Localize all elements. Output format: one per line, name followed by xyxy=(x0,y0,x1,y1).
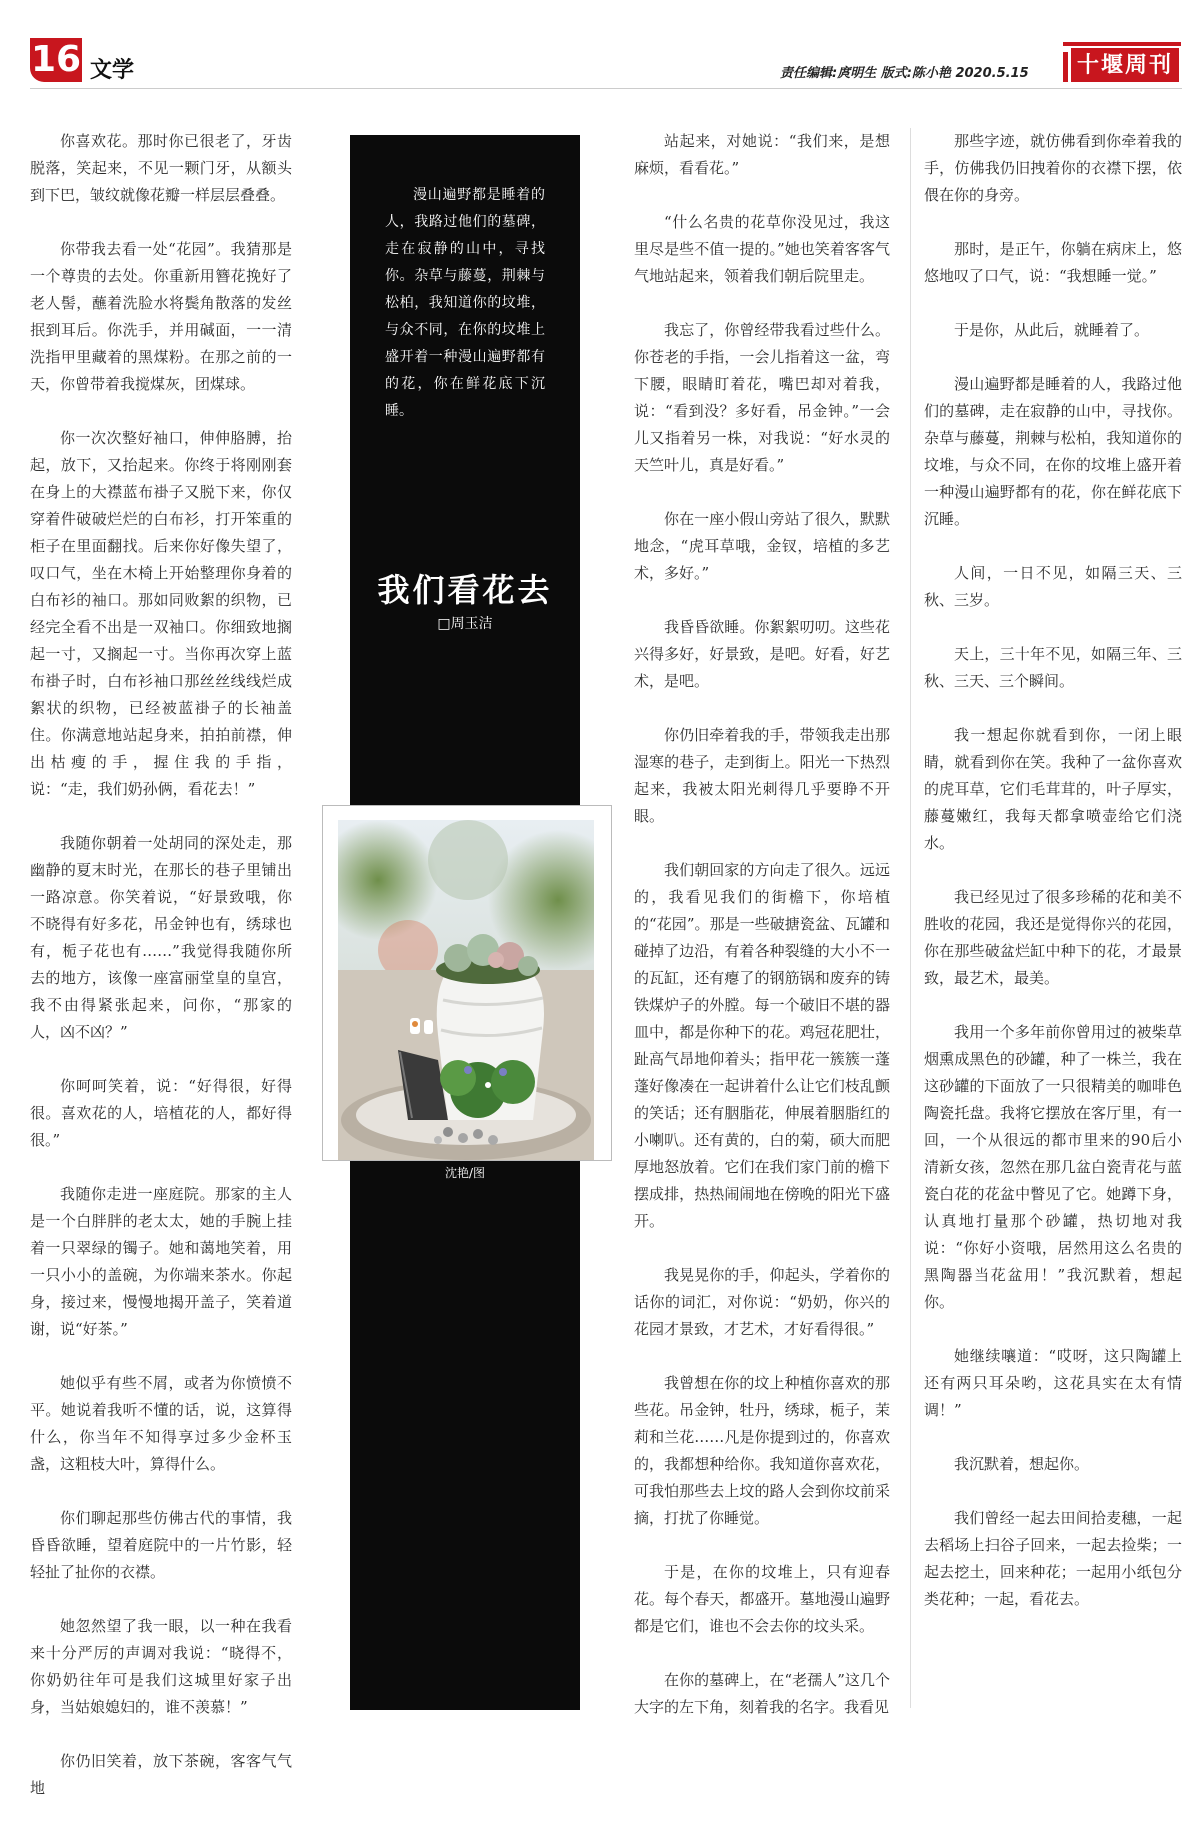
paragraph: 她忽然望了我一眼，以一种在我看来十分严厉的声调对我说：“晓得不，你奶奶往年可是我们这城里好家子出身，当姑娘媳妇的，谁不羡慕！” xyxy=(30,1617,292,1716)
paragraph: 你喜欢花。那时你已很老了，牙齿脱落，笑起来，不见一颗门牙，从额头到下巴，皱纹就像花瓣一样层层叠叠。 xyxy=(30,132,292,204)
article-title: 我们看花去 xyxy=(377,571,553,609)
text-column-right xyxy=(924,128,1182,1640)
paragraph: 天上，三十年不见，如隔三年、三秋、三天、三个瞬间。 xyxy=(924,645,1182,690)
paragraph: 人间，一日不见，如隔三天、三秋、三岁。 xyxy=(924,564,1182,609)
paragraph: 那时，是正午，你躺在病床上，悠悠地叹了口气，说：“我想睡一觉。” xyxy=(924,240,1182,285)
article-intro: 漫山遍野都是睡着的人，我路过他们的墓碑，走在寂静的山中，寻找你。杂草与藤蔓，荆棘与松柏，我知道你的坟堆，与众不同，在你的坟堆上盛开着一种漫山遍野都有的花，你在鲜花底下沉睡。 xyxy=(385,187,545,419)
paragraph: 你在一座小假山旁站了很久，默默地念，“虎耳草哦，金钗，培植的多艺术，多好。” xyxy=(634,510,890,582)
paragraph: 我已经见过了很多珍稀的花和美不胜收的花园，我还是觉得你兴的花园，你在那些破盆烂缸中种下的花，才最景致，最艺术，最美。 xyxy=(924,888,1182,987)
succulent-pot-photo xyxy=(338,820,594,1160)
article-author: □周玉洁 xyxy=(437,616,493,632)
paragraph: 你带我去看一处“花园”。我猜那是一个尊贵的去处。你重新用簪花挽好了老人髻，蘸着洗脸水将鬓角散落的发丝抿到耳后。你洗手，并用碱面，一一清洗指甲里藏着的黑煤粉。在那之前的一天，你曾带着我搅煤灰，团煤球。 xyxy=(30,240,292,393)
paragraph: 在你的墓碑上，在“老孺人”这几个大字的左下角，刻着我的名字。我看见 xyxy=(634,1671,890,1716)
paragraph: 她似乎有些不屑，或者为你愤愤不平。她说着我听不懂的话，说，这算得什么，你当年不知得享过多少金杯玉盏，这粗枝大叶，算得什么。 xyxy=(30,1374,292,1473)
paragraph: 我随你走进一座庭院。那家的主人是一个白胖胖的老太太，她的手腕上挂着一只翠绿的镯子。她和蔼地笑着，用一只小小的盖碗，为你端来茶水。你起身，接过来，慢慢地揭开盖子，笑着道谢，说“好茶。” xyxy=(30,1185,292,1338)
paragraph: 她继续嚷道：“哎呀，这只陶罐上还有两只耳朵哟，这花具实在太有情调！” xyxy=(924,1347,1182,1419)
header-rule xyxy=(30,88,1182,89)
paragraph: 我们曾经一起去田间拾麦穗，一起去稻场上扫谷子回来，一起去捡柴；一起去挖土，回来种花；一起用小纸包分类花种；一起，看花去。 xyxy=(924,1509,1182,1608)
paragraph: 我晃晃你的手，仰起头，学着你的话你的词汇，对你说：“奶奶，你兴的花园才景致，才艺术，才好看得很。” xyxy=(634,1266,890,1338)
paragraph: “什么名贵的花草你没见过，我这里尽是些不值一提的。”她也笑着客客气气地站起来，领着我们朝后院里走。 xyxy=(634,213,890,285)
photo-illustration xyxy=(338,820,594,1160)
paragraph: 我用一个多年前你曾用过的被柴草烟熏成黑色的砂罐，种了一株兰，我在这砂罐的下面放了一只很精美的咖啡色陶瓷托盘。我将它摆放在客厅里，有一回，一个从很远的都市里来的90后小清新女孩，忽然在那几盆白瓷青花与蓝瓷白花的花盆中瞥见了它。她蹲下身，认真地打量那个砂罐，热切地对我说：“你好小资哦，居然用这么名贵的黑陶器当花盆用！”我沉默着，想起你。 xyxy=(924,1023,1182,1311)
logo-text: 十堰周刊 xyxy=(1071,48,1179,82)
paragraph: 站起来，对她说：“我们来，是想麻烦，看看花。” xyxy=(634,132,890,177)
paragraph: 那些字迹，就仿佛看到你牵着我的手，仿佛我仍旧拽着你的衣襟下摆，依偎在你的身旁。 xyxy=(924,132,1182,204)
paragraph: 于是，在你的坟堆上，只有迎春花。每个春天，都盛开。墓地漫山遍野都是它们，谁也不会去你的坟头采。 xyxy=(634,1563,890,1635)
masthead-logo xyxy=(1063,42,1181,86)
paragraph: 我一想起你就看到你，一闭上眼睛，就看到你在笑。我种了一盆你喜欢的虎耳草，它们毛茸茸的，叶子厚实，藤蔓嫩红，我每天都拿喷壶给它们浇水。 xyxy=(924,726,1182,852)
paragraph: 你仍旧牵着我的手，带领我走出那湿寒的巷子，走到街上。阳光一下热烈起来，我被太阳光刺得几乎要睁不开眼。 xyxy=(634,726,890,825)
logo-accent xyxy=(1063,52,1068,82)
paragraph: 于是你，从此后，就睡着了。 xyxy=(954,321,1150,339)
text-column-middle xyxy=(634,128,890,1748)
paragraph: 我忘了，你曾经带我看过些什么。你苍老的手指，一会儿指着这一盆，弯下腰，眼睛盯着花，嘴巴却对着我，说：“看到没？多好看，吊金钟。”一会儿又指着另一株，对我说：“好水灵的天竺叶儿，真是好看。” xyxy=(634,321,890,474)
paragraph: 你们聊起那些仿佛古代的事情，我昏昏欲睡，望着庭院中的一片竹影，轻轻扯了扯你的衣襟。 xyxy=(30,1509,292,1581)
paragraph: 你仍旧笑着，放下茶碗，客客气气地 xyxy=(30,1752,292,1797)
page-header xyxy=(0,0,1200,100)
paragraph: 漫山遍野都是睡着的人，我路过他们的墓碑，走在寂静的山中，寻找你。杂草与藤蔓，荆棘与松柏，我知道你的坟堆，与众不同，在你的坟堆上盛开着一种漫山遍野都有的花，你在鲜花底下沉睡。 xyxy=(924,375,1182,528)
text-column-left xyxy=(30,128,292,1829)
column-divider xyxy=(910,128,911,1708)
photo-caption: 沈艳/图 xyxy=(444,1166,486,1180)
paragraph: 我们朝回家的方向走了很久。远远的，我看见我们的街檐下，你培植的“花园”。那是一些破搪瓷盆、瓦罐和碰掉了边沿，有着各种裂缝的大小不一的瓦缸，还有瘪了的钢筋锅和废弃的铸铁煤炉子的外膛。每一个破旧不堪的器皿中，都是你种下的花。鸡冠花肥壮，趾高气昂地仰着头；指甲花一簇簇一蓬蓬好像凑在一起讲着什么让它们枝乱颤的笑话；还有胭脂花，伸展着胭脂红的小喇叭。还有黄的，白的菊，硕大而肥厚地怒放着。它们在我们家门前的檐下摆成排，热热闹闹地在傍晚的阳光下盛开。 xyxy=(634,861,890,1230)
paragraph: 你呵呵笑着，说：“好得很，好得很。喜欢花的人，培植花的人，都好得很。” xyxy=(30,1077,292,1149)
editor-info: 责任编辑:庹明生 版式:陈小艳 2020.5.15 xyxy=(780,66,1029,81)
section-title: 文学 xyxy=(90,58,135,83)
paragraph: 我昏昏欲睡。你絮絮叨叨。这些花兴得多好，好景致，是吧。好看，好艺术，是吧。 xyxy=(634,618,890,690)
paragraph: 我沉默着，想起你。 xyxy=(954,1455,1090,1473)
page-number: 16 xyxy=(30,39,82,80)
paragraph: 我随你朝着一处胡同的深处走，那幽静的夏末时光，在那长的巷子里铺出一路凉意。你笑着说，“好景致哦，你不晓得有好多花，吊金钟也有，绣球也有，栀子花也有……”我觉得我随你所去的地方，该像一座富丽堂皇的皇宫，我不由得紧张起来，问你，“那家的人，凶不凶？” xyxy=(30,834,292,1041)
paragraph: 我曾想在你的坟上种植你喜欢的那些花。吊金钟，牡丹，绣球，栀子，茉莉和兰花……凡是你提到过的，你喜欢的，我都想种给你。我知道你喜欢花，可我怕那些去上坟的路人会到你坟前采摘，打扰了你睡觉。 xyxy=(634,1374,890,1527)
paragraph: 你一次次整好袖口，伸伸胳膊，抬起，放下，又抬起来。你终于将刚刚套在身上的大襟蓝布褂子又脱下来，你仅穿着件破破烂烂的白布衫，打开笨重的柜子在里面翻找。后来你好像失望了，叹口气，坐在木椅上开始整理你身着的白布衫的袖口。那如同败絮的织物，已经完全看不出是一双袖口。你细致地搁起一寸，又搁起一寸。当你再次穿上蓝布褂子时，白布衫袖口那丝丝线线烂成絮状的织物，已经被蓝褂子的长袖盖住。你满意地站起身来，拍拍前襟，伸出枯瘦的手，握住我的手指，说：“走，我们奶孙俩，看花去！” xyxy=(30,429,292,798)
